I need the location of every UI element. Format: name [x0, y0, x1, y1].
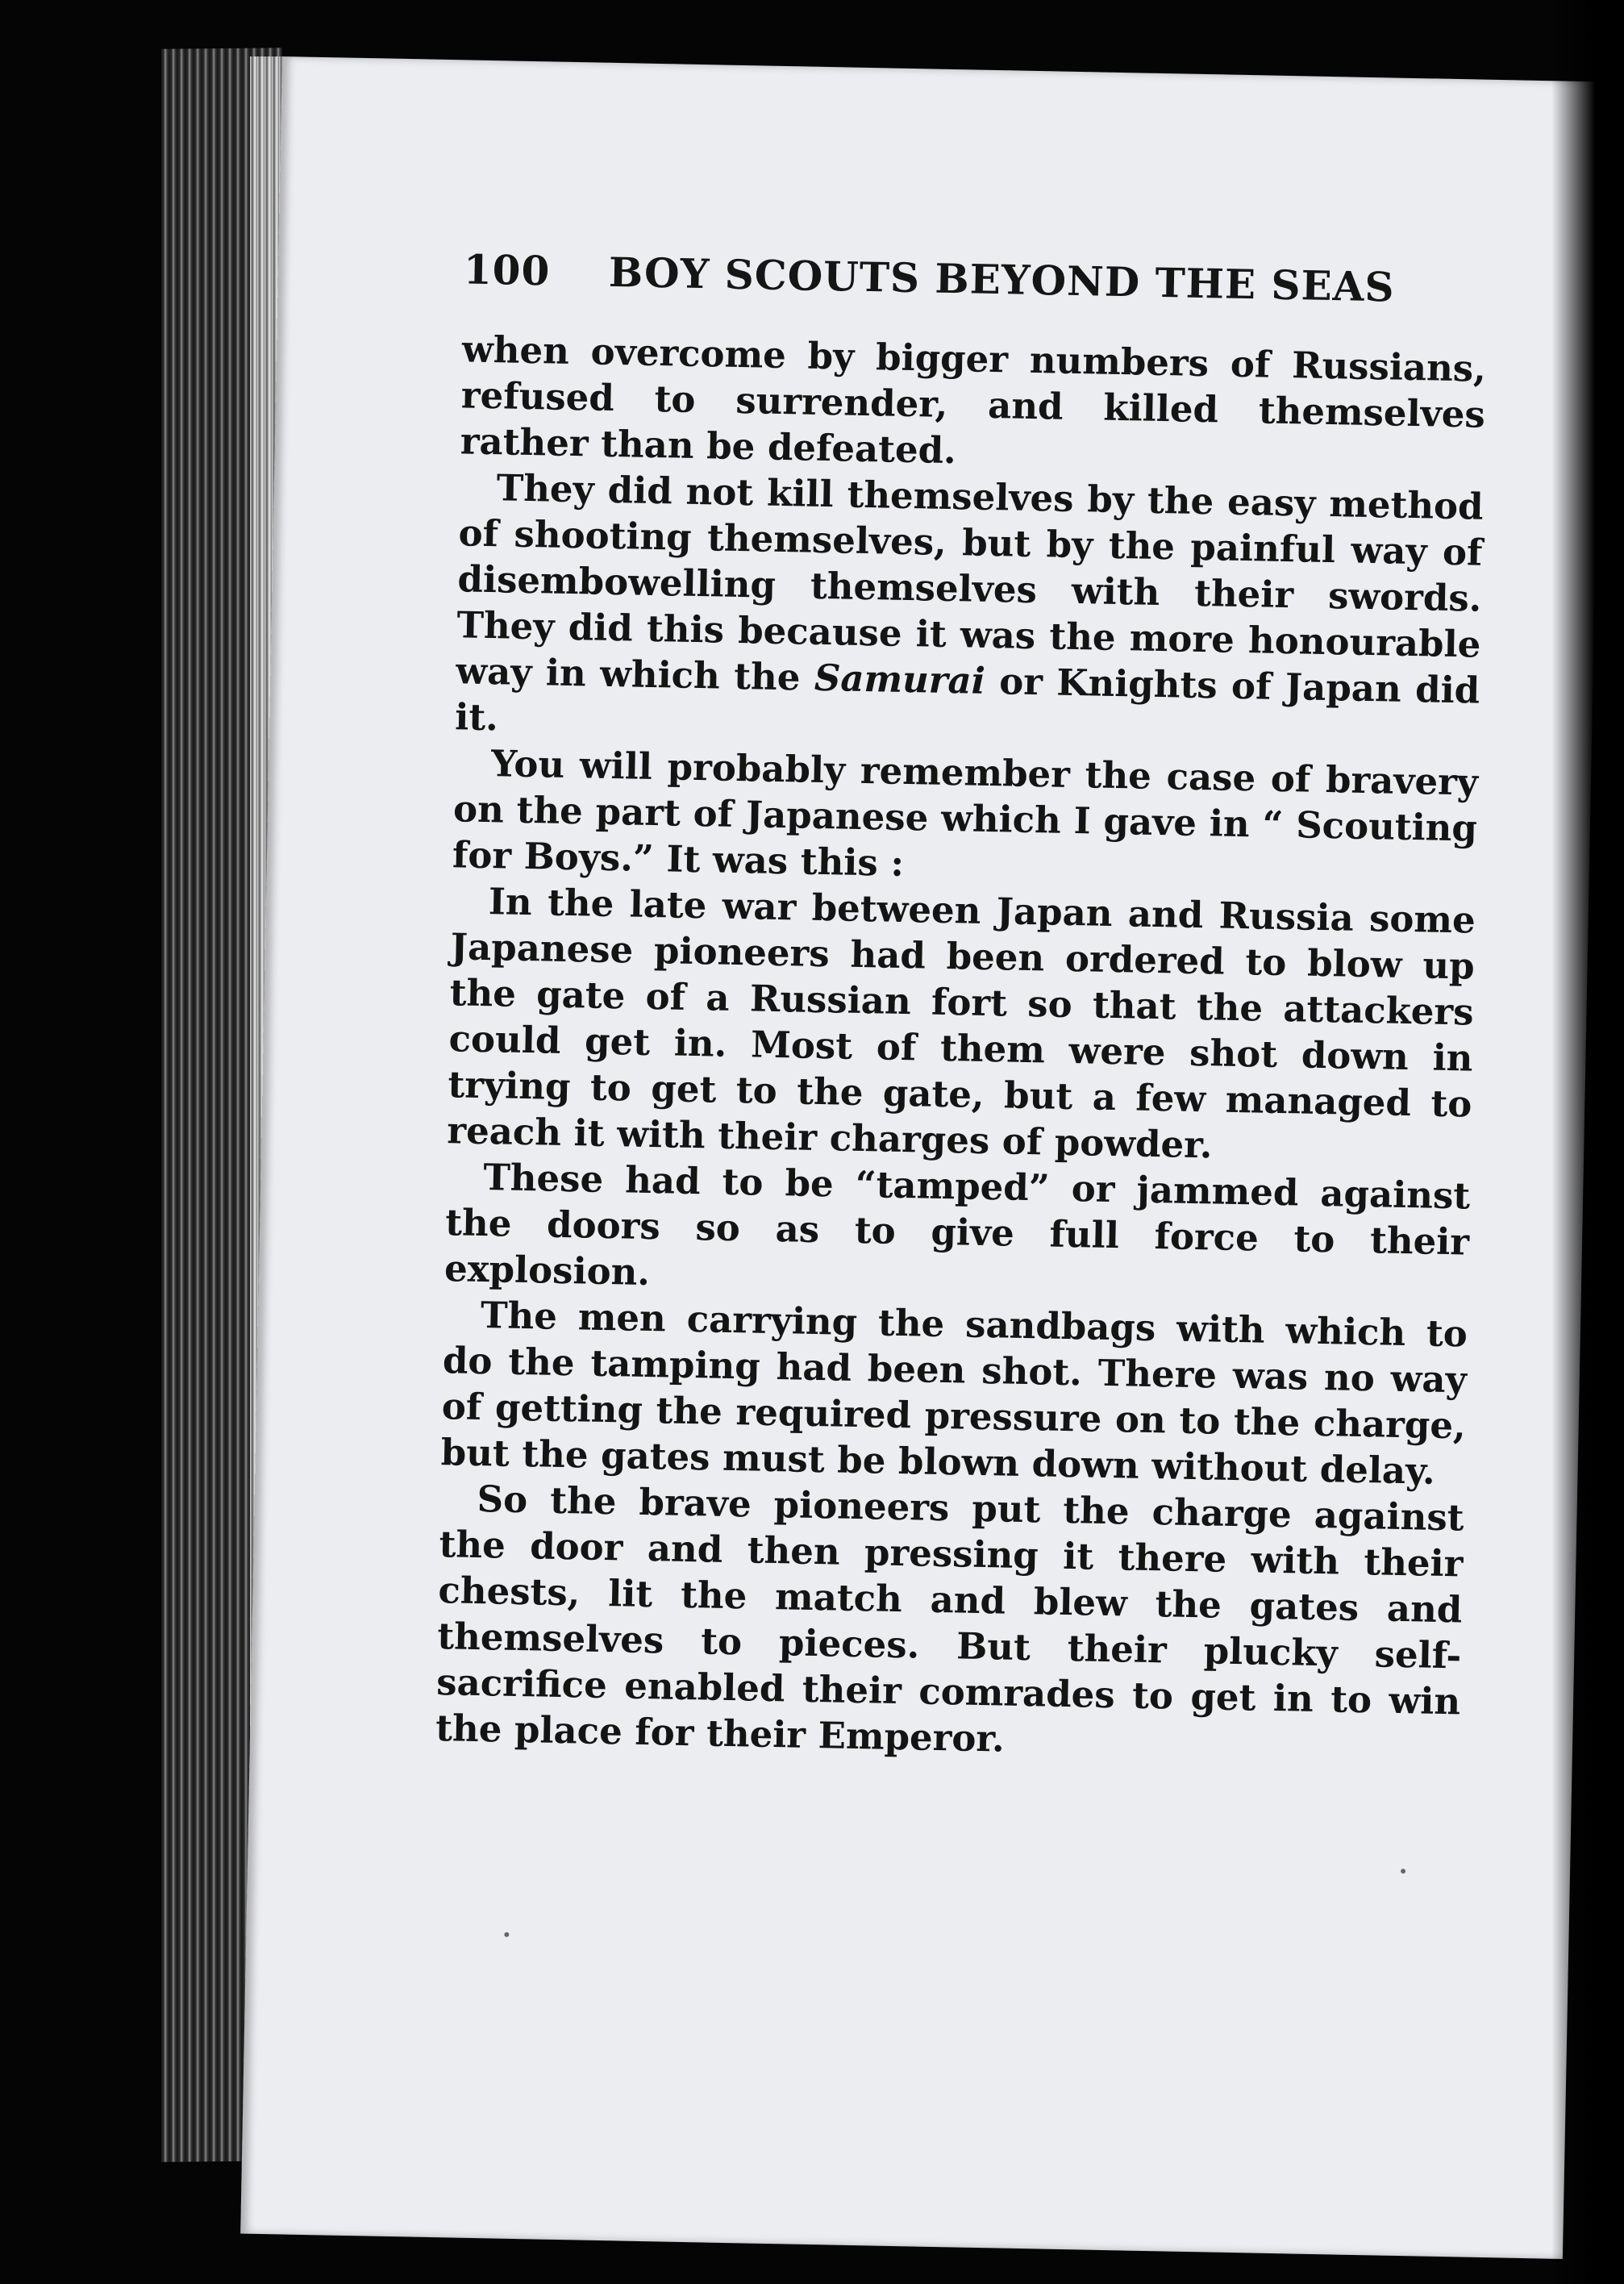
paragraph-7: So the brave pioneers put the charge against the door and then pressing it there with their chests, lit the match and blew the gates and themselves to pieces. But their plucky self-sacrifice enabled their comrades to get in to win the place for their Emperor. [435, 1477, 1464, 1761]
dust-speck [504, 1932, 509, 1937]
paragraph-5: These had to be “tamped” or jammed against the doors so as to give full force to their explosion. [443, 1156, 1471, 1294]
body-text [435, 326, 1487, 1770]
dust-speck [1401, 1869, 1405, 1873]
paragraph-4: In the late war between Japan and Russia some Japanese pioneers had been ordered to blow up the gate of a Russian fort so that the attackers could get in. Most of them were shot down in trying to get to the gate, but a few managed to reach it with their charges of powder. [446, 880, 1476, 1167]
paragraph-6: The men carrying the sandbags with which to do the tamping had been shot. There was no way of getting the required pressure on to the charge, but the gates must be blown down without delay. [440, 1294, 1468, 1493]
right-edge-shadow [1551, 0, 1624, 2284]
paragraph-1: when overcome by bigger numbers of Russians, refused to surrender, and killed themselves rather than be defeated. [460, 327, 1487, 473]
running-head [463, 245, 1396, 311]
paragraph-3: You will probably remember the case of bravery on the part of Japanese which I gave in “ Scouting for Boys.” It was this : [452, 742, 1479, 885]
running-title: BOY SCOUTS BEYOND THE SEAS [608, 248, 1396, 311]
italic-term: Samurai [814, 656, 986, 702]
paragraph-2: They did not kill themselves by the easy method of shooting themselves, but by the painful way of disembowelling themselves with their swords. They did this because it was the more honourable way in which the Samurai or Knights of Japan did it. [454, 466, 1485, 740]
page-number: 100 [463, 245, 551, 295]
book-page [240, 56, 1605, 2259]
